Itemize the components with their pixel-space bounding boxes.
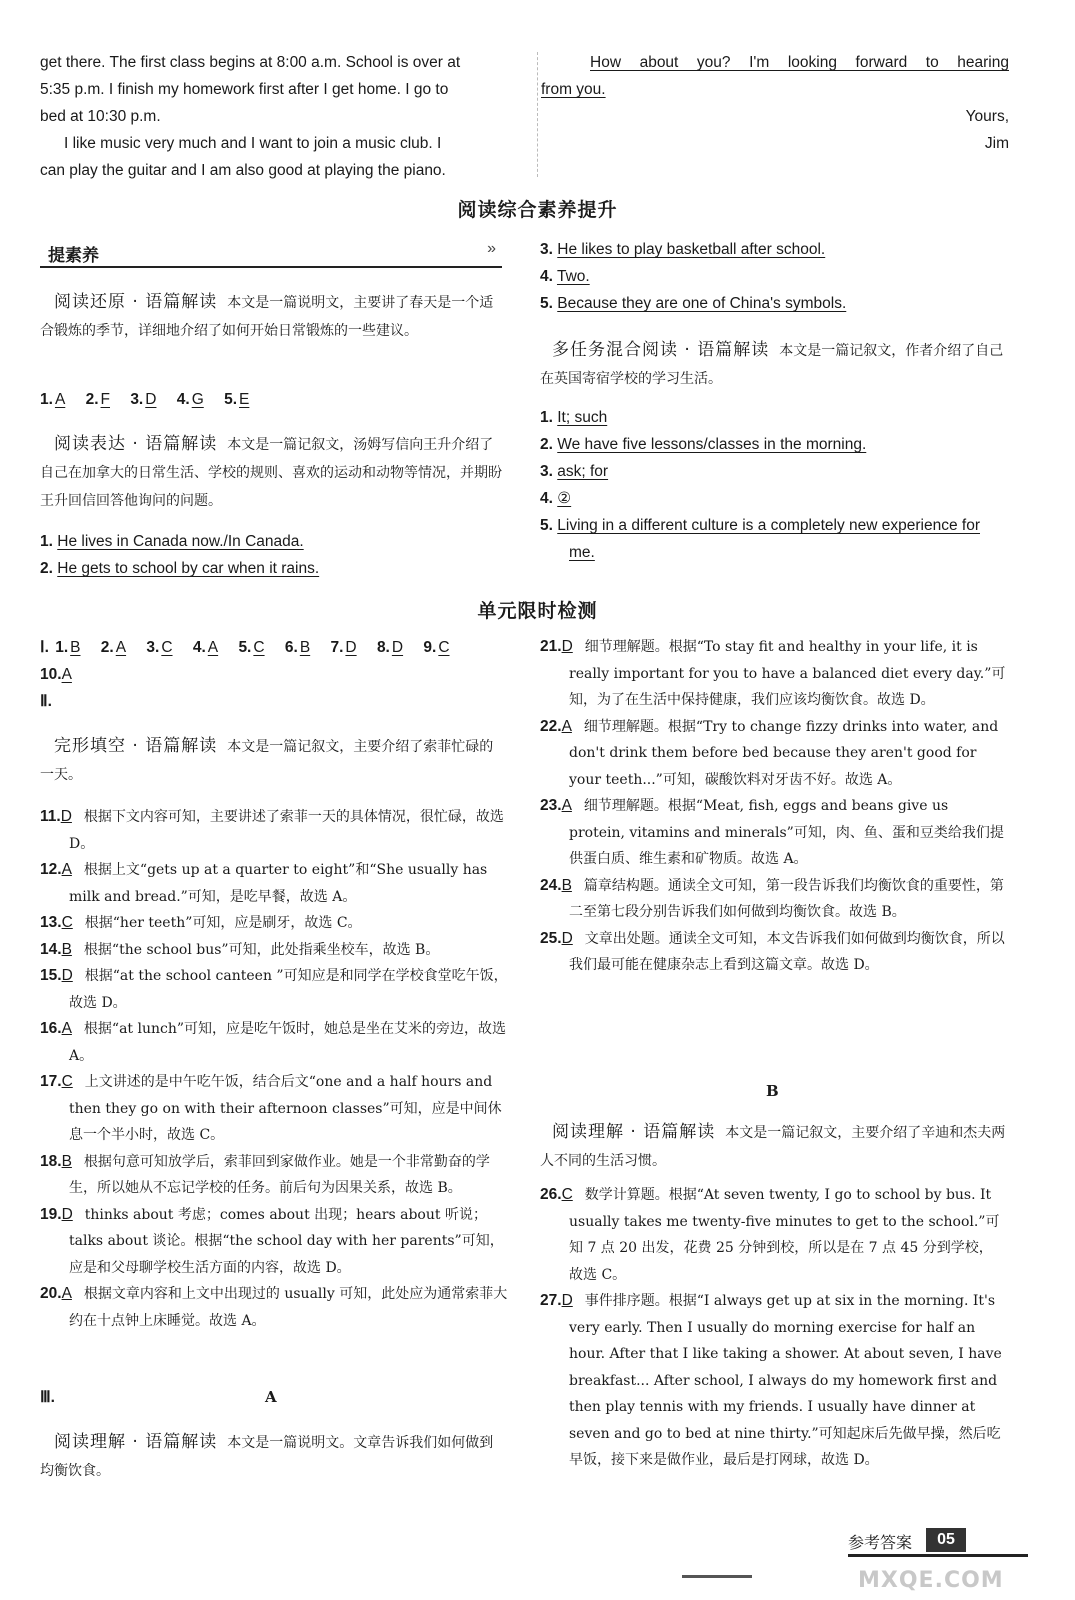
answer-item: 2. A <box>100 639 127 656</box>
answer-item: 1. A <box>40 391 66 408</box>
explanation-item: 13.C 根据“her teeth”可知，应是刷牙，故选 C。 <box>40 914 362 931</box>
answer-item: 5. Because they are one of China's symbols. <box>540 295 847 312</box>
explanation-item: 24.B 篇章结构题。通读全文可知，第一段告诉我们均衡饮食的重要性，第二至第七段分别告诉我们如何做到均衡饮食。故选 B。 <box>540 876 1004 920</box>
part-label: Ⅲ. <box>40 1389 55 1406</box>
answer-item: 5. C <box>238 639 265 656</box>
answer-item: 1. He lives in Canada now./In Canada. <box>40 533 304 550</box>
answer-list <box>40 528 510 582</box>
intro-label: 多任务混合阅读 · 语篇解读 <box>552 340 770 360</box>
answer-item: 4. Two. <box>540 268 590 285</box>
explanation-item: 26.C 数学计算题。根据“At seven twenty, I go to school by bus. It usually takes me twenty-five minutes to get to the school.”可知 7 点 20 出发，花费 25 分钟到校，所以是在 7 点 45 分到学校，故选 C。 <box>540 1186 1000 1283</box>
cloze-intro <box>40 732 502 789</box>
letter-line: bed at 10:30 p.m. <box>40 108 161 125</box>
part-label: Ⅰ. <box>40 639 49 656</box>
explanation-item: 21.D 细节理解题。根据“To stay fit and healthy in your life, it is really important for you to have a balanced diet every day.”可知，为了在生活中保持健康，我们应该均衡饮食。故选 D。 <box>540 638 1006 708</box>
reading-intro-3 <box>540 336 1008 393</box>
answer-item: 4. ② <box>540 490 572 507</box>
reading-intro-a <box>40 1428 502 1485</box>
explanation-item: 15.D 根据“at the school canteen ”可知应是和同学在学校食堂吃午饭，故选 D。 <box>40 967 508 1011</box>
answer-item: 10.A <box>40 666 72 683</box>
passage-label: A <box>265 1388 277 1406</box>
page-number: 05 <box>926 1528 966 1552</box>
answer-item: 5. Living in a different culture is a completely new experience for me. <box>540 517 980 561</box>
letter-signature: Jim <box>984 135 1009 152</box>
explanation-list <box>40 804 508 1334</box>
answer-item: 3. He likes to play basketball after school. <box>540 241 826 258</box>
answer-item: 1. B <box>55 639 81 656</box>
explanation-item: 19.D thinks about 考虑；comes about 出现；hears about 听说；talks about 谈论。根据“the school day with her parents”可知，应是和父母聊学校生活方面的内容，故选 D。 <box>40 1205 504 1276</box>
intro-text: 本文是一篇记叙文，主要介绍了索菲忙碌的一天。 <box>40 739 494 783</box>
intro-text: 本文是一篇说明文，主要讲了春天是一个适合锻炼的季节，详细地介绍了如何开始日常锻炼的一些建议。 <box>40 295 494 339</box>
explanation-item: 23.A 细节理解题。根据“Meat, fish, eggs and beans give us protein, vitamins and minerals”可知，肉、鱼、蛋和豆类给我们提供蛋白质、维生素和矿物质。故选 A。 <box>540 797 1004 867</box>
answer-item: 4. A <box>192 639 219 656</box>
passage-label: B <box>766 1082 779 1100</box>
letter-right <box>541 49 1009 157</box>
explanation-item: 25.D 文章出处题。通读全文可知，本文告诉我们如何做到均衡饮食，所以我们最可能在健康杂志上看到这篇文章。故选 D。 <box>540 929 1005 973</box>
tab-label: 提素养 <box>48 246 99 266</box>
reading-intro-1 <box>40 288 502 345</box>
letter-line: can play the guitar and I am also good at playing the piano. <box>40 162 446 179</box>
intro-text: 本文是一篇记叙文，主要介绍了辛迪和杰夫两人不同的生活习惯。 <box>540 1125 1006 1169</box>
answer-item: 1. It; such <box>540 409 608 426</box>
answer-row <box>40 386 502 413</box>
letter-line: I like music very much and I want to join a music club. I <box>64 135 442 152</box>
answer-item: 5. E <box>224 391 250 408</box>
explanation-list <box>540 1182 1006 1474</box>
letter-closing: Yours, <box>965 108 1009 125</box>
page-footer <box>848 1528 1028 1557</box>
letter-line: How about you? I'm looking forward to hearing <box>590 54 1009 71</box>
explanation-item: 11.D 根据下文内容可知，主要讲述了索菲一天的具体情况，很忙碌，故选 D。 <box>40 808 504 852</box>
section-title: 单元限时检测 <box>477 600 598 622</box>
letter-line: from you. <box>541 81 606 98</box>
answer-item: 3. D <box>130 391 157 408</box>
answer-item: 2. He gets to school by car when it rains. <box>40 560 320 577</box>
explanation-item: 17.C 上文讲述的是中午吃午饭，结合后文“one and a half hours and then they go on with their afternoon classes”可知，应是中间休息一个半小时，故选 C。 <box>40 1073 502 1143</box>
answer-item: 8. D <box>376 639 404 656</box>
explanation-item: 18.B 根据句意可知放学后，索菲回到家做作业。她是一个非常勤奋的学生，所以她从不忘记学校的任务。前后句为因果关系，故选 B。 <box>40 1152 490 1196</box>
intro-label: 阅读还原 · 语篇解读 <box>54 292 218 312</box>
watermark: MXQE.COM <box>858 1568 1004 1593</box>
explanation-item: 16.A 根据“at lunch”可知，应是吃午饭时，她总是坐在艾米的旁边，故选 A。 <box>40 1020 507 1064</box>
answer-list <box>540 236 1010 317</box>
letter-left <box>40 49 510 184</box>
bottom-mark <box>682 1575 752 1578</box>
part-label: Ⅱ. <box>40 693 52 710</box>
answer-item: 2. F <box>85 391 110 408</box>
letter-line: 5:35 p.m. I finish my homework first after I get home. I go to <box>40 81 449 98</box>
explanation-item: 22.A 细节理解题。根据“Try to change fizzy drinks into water, and don't drink them before bed because they aren't good for your teeth...”可知，碳酸饮料对牙齿不好。故选 A。 <box>540 717 999 788</box>
answer-item: 3. C <box>146 639 173 656</box>
intro-label: 完形填空 · 语篇解读 <box>54 736 218 756</box>
explanation-item: 12.A 根据上文“gets up at a quarter to eight”和“She usually has milk and bread.”可知，是吃早餐，故选 A。 <box>40 861 488 905</box>
tab-bar <box>40 238 502 268</box>
explanation-item: 14.B 根据“the school bus”可知，此处指乘坐校车，故选 B。 <box>40 940 440 958</box>
intro-text: 本文是一篇说明文。文章告诉我们如何做到均衡饮食。 <box>40 1435 494 1479</box>
reading-intro-2 <box>40 430 502 515</box>
answer-item: 4. G <box>176 391 204 408</box>
intro-label: 阅读表达 · 语篇解读 <box>54 434 218 454</box>
intro-label: 阅读理解 · 语篇解读 <box>552 1122 716 1142</box>
explanation-item: 20.A 根据文章内容和上文中出现过的 usually 可知，此处应为通常索菲大约在十点钟上床睡觉。故选 A。 <box>40 1285 508 1329</box>
answer-item: 7. D <box>330 639 357 656</box>
reading-intro-b <box>540 1118 1006 1175</box>
answer-item: 9. C <box>423 639 450 656</box>
answer-item: 6. B <box>284 639 311 656</box>
answer-list <box>540 404 1010 566</box>
answer-item: 2. We have five lessons/classes in the morning. <box>540 436 867 453</box>
footer-label: 参考答案 <box>848 1533 913 1552</box>
intro-text: 本文是一篇记叙文，作者介绍了自己在英国寄宿学校的学习生活。 <box>540 343 1004 387</box>
chevron-right-icon: » <box>487 240 496 257</box>
intro-label: 阅读理解 · 语篇解读 <box>54 1432 218 1452</box>
explanation-item: 27.D 事件排序题。根据“I always get up at six in the morning. It's very early. Then I usually do morning exercise for half an hour. After that I like taking a shower. At about seven, I have breakfast... After school, I always do my homework first and then play tennis with my friends. I usually have dinner at seven and go to bed at nine thirty.”可知起床后先做早操，然后吃早饭，接下来是做作业，最后是打网球，故选 D。 <box>540 1292 1002 1468</box>
answer-item: 3. ask; for <box>540 463 609 480</box>
intro-text: 本文是一篇记叙文，汤姆写信向王升介绍了自己在加拿大的日常生活、学校的规则、喜欢的运动和动物等情况，并期盼王升回信回答他询问的问题。 <box>40 437 502 509</box>
explanation-list <box>540 634 1006 979</box>
letter-line: get there. The first class begins at 8:00 a.m. School is over at <box>40 54 461 71</box>
column-divider <box>537 52 538 177</box>
part1-answers <box>40 634 510 715</box>
section-title: 阅读综合素养提升 <box>457 199 618 221</box>
